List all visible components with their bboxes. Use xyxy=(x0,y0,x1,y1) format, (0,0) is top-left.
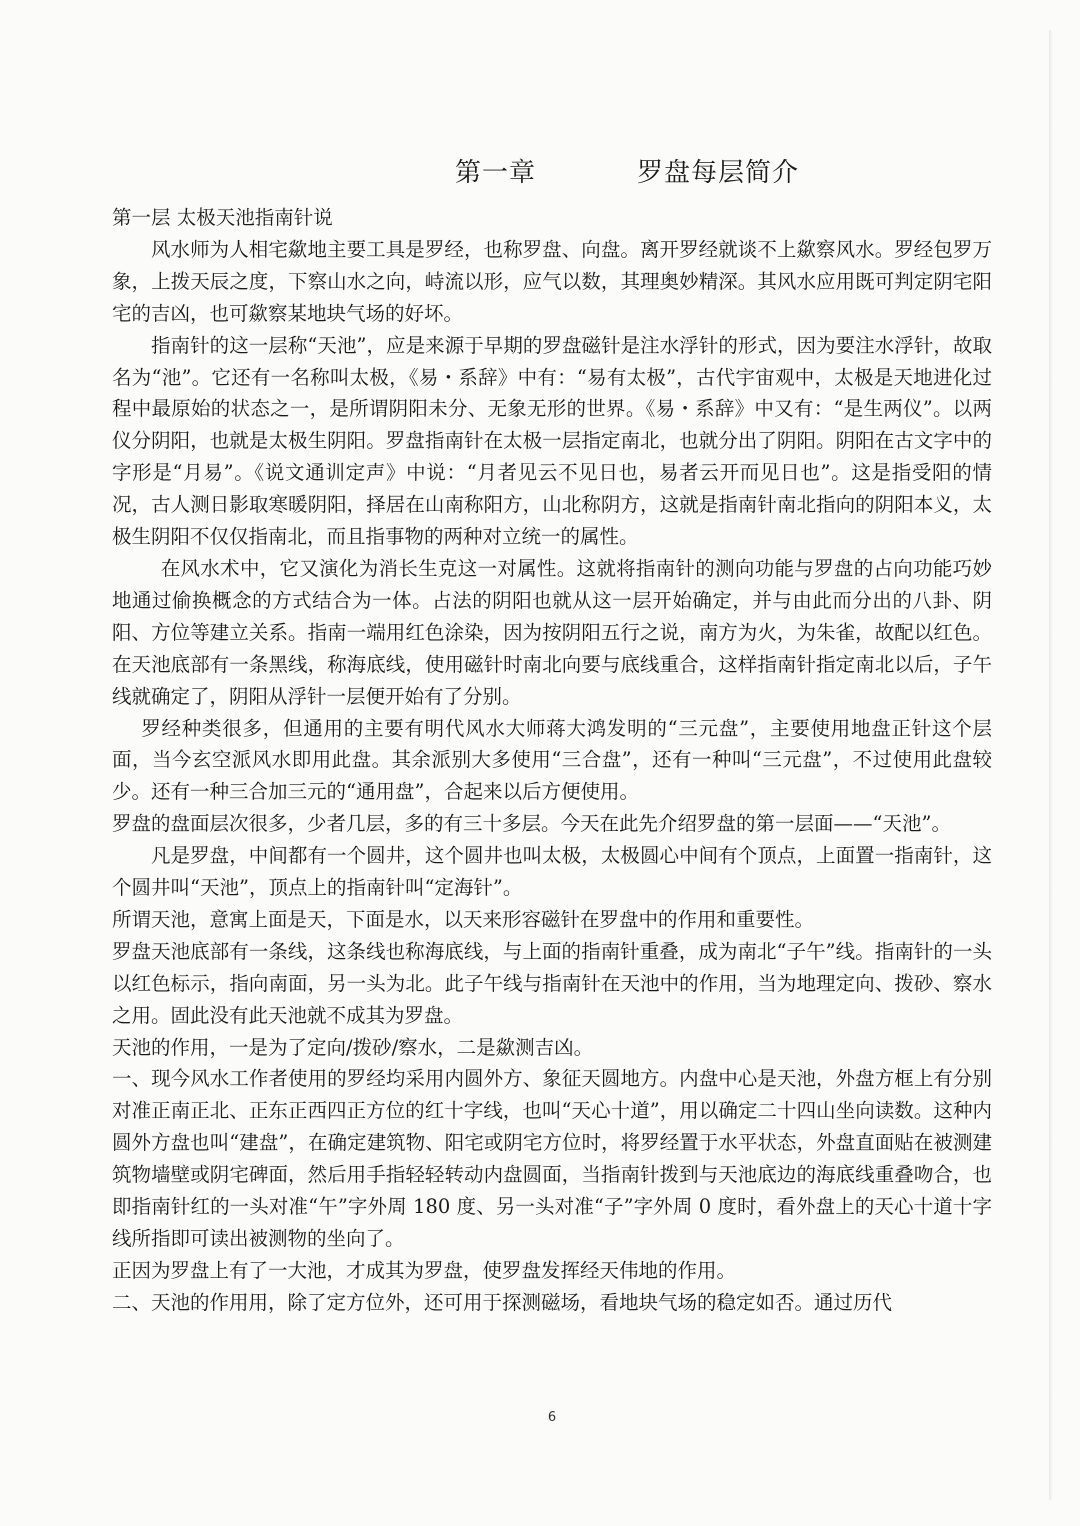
paragraph: 风水师为人相宅歘地主要工具是罗经，也称罗盘、向盘。离开罗经就谈不上歘察风水。罗经包罗万象，上拨天辰之度，下察山水之向，峙流以形，应气以数，其理奥妙精深。其风水应用既可判定阴宅阳宅的吉凶，也可歘察某地块气场的好坏。 xyxy=(112,237,992,325)
paragraph: 正因为罗盘上有了一大池，才成其为罗盘，使罗盘发挥经天伟地的作用。 xyxy=(112,1258,737,1282)
paragraph: 罗盘天池底部有一条线，这条线也称海底线，与上面的指南针重叠，成为南北“子午”线。指南针的一头以红色标示，指向南面，另一头为北。此子午线与指南针在天池中的作用，当为地理定向、拨砂、察水之用。固此没有此天池就不成其为罗盘。 xyxy=(112,939,992,1027)
body-text xyxy=(112,202,992,1319)
page-number: 6 xyxy=(547,1410,557,1425)
paragraph: 罗经种类很多，但通用的主要有明代风水大师蒋大鸿发明的“三元盘”，主要使用地盘正针这个层面，当今玄空派风水即用此盘。其余派别大多使用“三合盘”，还有一种叫“三元盘”，不过使用此盘较少。还有一种三合加三元的“通用盘”，合起来以后方便使用。 xyxy=(112,716,992,804)
paragraph: 天池的作用，一是为了定向/拨砂/察水，二是歘测吉凶。 xyxy=(112,1035,594,1059)
section-heading: 第一层 太极天池指南针说 xyxy=(112,206,333,229)
paragraph: 指南针的这一层称“天池”，应是来源于早期的罗盘磁针是注水浮针的形式，因为要注水浮针，故取名为“池”。它还有一名称叫太极，《易・系辞》中有：“易有太极”，古代宇宙观中，太极是天地进化过程中最原始的状态之一，是所谓阴阳未分、无象无形的世界。《易・系辞》中又有：“是生两仪”。以两仪分阴阳，也就是太极生阴阳。罗盘指南针在太极一层指定南北，也就分出了阴阳。阴阳在古文字中的字形是“月易”。《说文通训定声》中说：“月者见云不见日也，易者云开而见日也”。这是指受阳的情况，古人测日影取寒暖阴阳，择居在山南称阳方，山北称阴方，这就是指南针南北指向的阴阳本义，太极生阴阳不仅仅指南北，而且指事物的两种对立统一的属性。 xyxy=(112,333,992,549)
paragraph: 在风水术中，它又演化为消长生克这一对属性。这就将指南针的测向功能与罗盘的占向功能巧妙地通过偷换概念的方式结合为一体。占法的阴阳也就从这一层开始确定，并与由此而分出的八卦、阴阳、方位等建立关系。指南一端用红色涂染，因为按阴阳五行之说，南方为火，为朱雀，故配以红色。在天池底部有一条黑线，称海底线，使用磁针时南北向要与底线重合，这样指南针指定南北以后，子午线就确定了，阴阳从浮针一层便开始有了分别。 xyxy=(112,556,992,708)
paragraph: 所谓天池，意寓上面是天，下面是水，以天来形容磁针在罗盘中的作用和重要性。 xyxy=(112,907,815,931)
paragraph: 二、天池的作用用，除了定方位外，还可用于探测磁场，看地块气场的稳定如否。通过历代 xyxy=(112,1290,893,1314)
page-edge-shadow xyxy=(1049,30,1052,1500)
paragraph: 凡是罗盘，中间都有一个圆井，这个圆井也叫太极，太极圆心中间有个顶点，上面置一指南针，这个圆井叫“天池”，顶点上的指南针叫“定海针”。 xyxy=(112,844,992,900)
paragraph: 罗盘的盘面层次很多，少者几层，多的有三十多层。今天在此先介绍罗盘的第一层面——“天池”。 xyxy=(112,812,951,836)
chapter-title: 第一章 罗盘每层简介 xyxy=(454,158,800,188)
paragraph: 一、现今风水工作者使用的罗经均采用内圆外方、象征天圆地方。内盘中心是天池，外盘方框上有分别对准正南正北、正东正西四正方位的红十字线，也叫“天心十道”，用以确定二十四山坐向读数。这种内圆外方盘也叫“建盘”，在确定建筑物、阳宅或阴宅方位时，将罗经置于水平状态，外盘直面贴在被测建筑物墙壁或阴宅碑面，然后用手指轻轻转动内盘圆面，当指南针拨到与天池底边的海底线重叠吻合，也即指南针红的一头对准“午”字外周 180 度、另一头对准“子”字外周 0 度时，看外盘上的天心十道十字线所指即可读出被测物的坐向了。 xyxy=(112,1067,992,1250)
